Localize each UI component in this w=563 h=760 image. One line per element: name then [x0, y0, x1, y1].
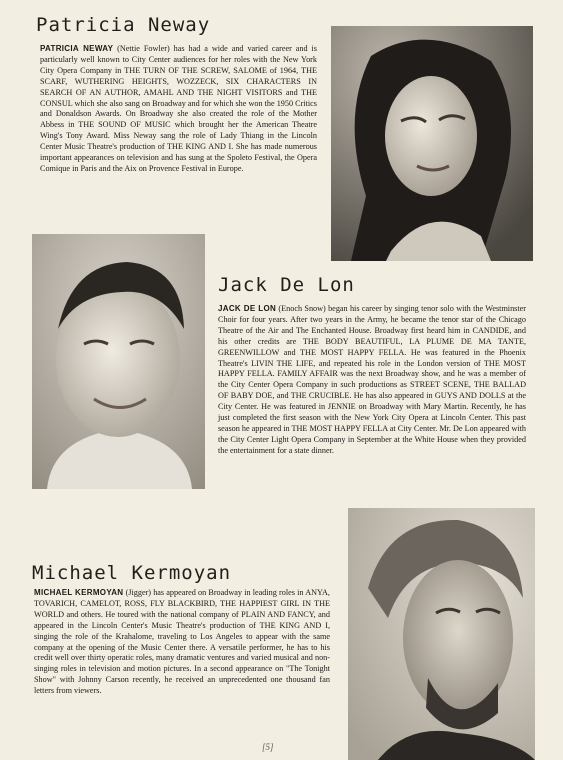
- performer-name-delon: Jack De Lon: [218, 274, 355, 296]
- bio-lead-neway: PATRICIA NEWAY: [40, 44, 114, 53]
- bio-lead-delon: JACK DE LON: [218, 304, 277, 313]
- bio-lead-kermoyan: MICHAEL KERMOYAN: [34, 588, 124, 597]
- performer-bio-kermoyan: [34, 588, 330, 697]
- bio-text-kermoyan: (Jigger) has appeared on Broadway in leading roles in ANYA, TOVARICH, CAMELOT, ROSS, FLY BLACKBIRD, THE HAPPIEST GIRL IN THE WORLD and others. He toured with the national company of PLAIN AND FANCY, and appeared in the Lincoln Center's Music Theatre's production of THE KING AND I, singing the role of the Krahalome, traveling to Los Angeles to appear with the same company at the opening of the Music Center there. A versatile performer, he has to his credit well over thirty operatic roles, many dramatic ventures and varied musical and non-singing roles in television and motion pictures. In a second appearance on "The Tonight Show" with Johnny Carson recently, he received an unprecedented one thousand fan letters from viewers.: [34, 588, 330, 696]
- performer-name-neway: Patricia Neway: [36, 14, 211, 36]
- portrait-photo-kermoyan: [348, 508, 535, 760]
- performer-name-kermoyan: Michael Kermoyan: [32, 562, 232, 584]
- portrait-photo-neway: [331, 26, 533, 261]
- performer-bio-delon: [218, 304, 526, 457]
- page-number: [5]: [262, 742, 274, 752]
- bio-text-delon: (Enoch Snow) began his career by singing tenor solo with the Westminster Choir for four years. After two years in the Army, he became the tenor star of the Chicago Theatre of the Air and The Enchanted House. Broadway first heard him in CANDIDE, and his other credits are THE BODY BEAUTIFUL, LA PLUME DE MA TANTE, GREENWILLOW and THE MOST HAPPY FELLA. He was featured in the Phoenix Theatre's LIVIN THE LIFE, and repeated his role in the London version of THE MOST HAPPY FELLA. FAMILY AFFAIR was the next Broadway show, and he was a member of the City Center Opera Company in such productions as STREET SCENE, THE BALLAD OF BABY DOE, and THE CRUCIBLE. He has also appeared in GUYS AND DOLLS at the City Center. He was featured in JENNIE on Broadway with Mary Martin. Recently, he has just completed the first season with the New York City Opera at Lincoln Center. This past season he appeared in THE MOST HAPPY FELLA at City Center. Mr. De Lon appeared with the City Center Light Opera Company in September at the White House when they provided the entertainment for a state dinner.: [218, 304, 526, 455]
- performer-bio-neway: [40, 44, 317, 175]
- portrait-photo-delon: [32, 234, 205, 489]
- bio-text-neway: (Nettie Fowler) has had a wide and varied career and is particularly well known to City Center audiences for her roles with the New York City Opera Company in THE TURN OF THE SCREW, SALOME of 1964, THE SCARF, WUTHERING HEIGHTS, WOZZECK, SIX CHARACTERS IN SEARCH OF AN AUTHOR, AMAHL AND THE NIGHT VISITORS and THE CONSUL which she also sang on Broadway and for which she won the 1950 Critics and Donaldson Awards. On Broadway she also created the role of the Mother Abbess in THE SOUND OF MUSIC which brought her the American Theatre Wing's Tony Award. Miss Neway sang the role of Lady Thiang in the Lincoln Center Music Theatre's production of THE KING AND I. She has made numerous important appearances on television and has sung at the Spoleto Festival, the Opera Comique in Paris and the Aix on Provence Festival in Europe.: [40, 44, 317, 173]
